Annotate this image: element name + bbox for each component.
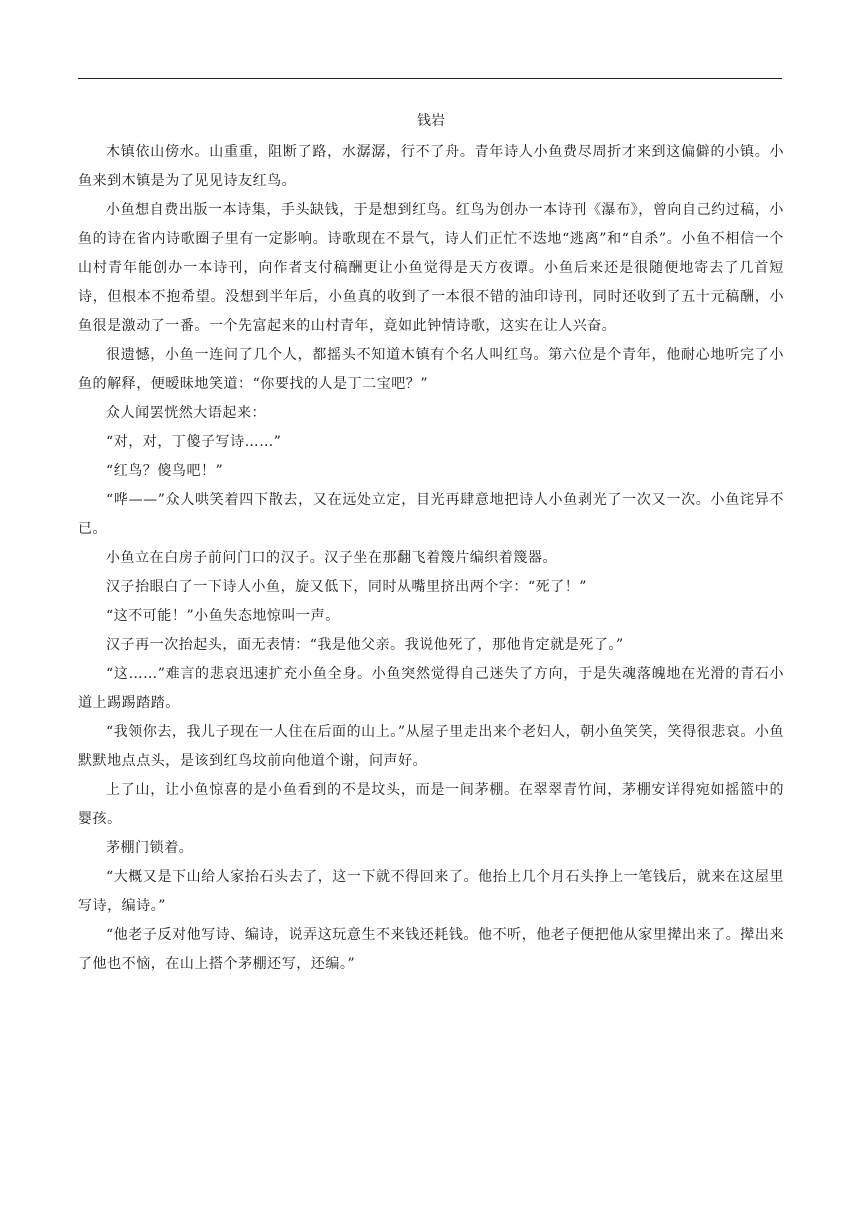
paragraph: 小鱼立在白房子前问门口的汉子。汉子坐在那翻飞着篾片编织着篾器。 [106, 550, 558, 566]
paragraph: 茅棚门锁着。 [106, 840, 194, 856]
paragraph: “对，对，丁傻子写诗……” [106, 434, 282, 450]
paragraph: “哗——”众人哄笑着四下散去，又在远处立定，目光再肆意地把诗人小鱼剥光了一次又一次。小鱼诧异不已。 [78, 492, 784, 537]
paragraph: “大概又是下山给人家抬石头去了，这一下就不得回来了。他抬上几个月石头挣上一笔钱后，就来在这屋里写诗，编诗。” [78, 869, 784, 914]
paragraph: “他老子反对他写诗、编诗，说弄这玩意生不来钱还耗钱。他不听，他老子便把他从家里撵出来了。撵出来了他也不恼，在山上搭个茅棚还写，还编。” [78, 927, 784, 972]
paragraph: 汉子抬眼白了一下诗人小鱼，旋又低下，同时从嘴里挤出两个字：“死了！” [106, 579, 588, 595]
author-name: 钱岩 [417, 113, 445, 129]
paragraph: 众人闻罢恍然大语起来： [106, 405, 267, 421]
paragraph: “我领你去，我儿子现在一人住在后面的山上。”从屋子里走出来个老妇人，朝小鱼笑笑，笑得很悲哀。小鱼默默地点点头，是该到红鸟坟前向他道个谢，问声好。 [78, 724, 784, 769]
paragraph: “这……”难言的悲哀迅速扩充小鱼全身。小鱼突然觉得自己迷失了方向，于是失魂落魄地在光滑的青石小道上踢踢踏踏。 [78, 666, 784, 711]
paragraph: 小鱼想自费出版一本诗集，手头缺钱，于是想到红鸟。红鸟为创办一本诗刊《瀑布》，曾向自己约过稿，小鱼的诗在省内诗歌圈子里有一定影响。诗歌现在不景气，诗人们正忙不迭地“逃离”和“自杀”。小鱼不相信一个山村青年能创办一本诗刊，向作者支付稿酬更让小鱼觉得是天方夜谭。小鱼后来还是很随便地寄去了几首短诗，但根本不抱希望。没想到半年后，小鱼真的收到了一本很不错的油印诗刊，同时还收到了五十元稿酬，小鱼很是激动了一番。一个先富起来的山村青年，竟如此钟情诗歌，这实在让人兴奋。 [78, 202, 784, 334]
paragraph: 上了山，让小鱼惊喜的是小鱼看到的不是坟头，而是一间茅棚。在翠翠青竹间，茅棚安详得宛如摇篮中的婴孩。 [78, 782, 784, 827]
story-body [78, 107, 784, 979]
header-rule [78, 78, 782, 79]
paragraph: 很遗憾，小鱼一连问了几个人，都摇头不知道木镇有个名人叫红鸟。第六位是个青年，他耐心地听完了小鱼的解释，便暧昧地笑道：“你要找的人是丁二宝吧？” [78, 347, 784, 392]
paragraph: “这不可能！”小鱼失态地惊叫一声。 [106, 608, 340, 624]
paragraph: 木镇依山傍水。山重重，阻断了路，水潺潺，行不了舟。青年诗人小鱼费尽周折才来到这偏僻的小镇。小鱼来到木镇是为了见见诗友红鸟。 [78, 144, 784, 189]
paragraph: “红鸟？傻鸟吧！” [106, 463, 224, 479]
paragraph: 汉子再一次抬起头，面无表情：“我是他父亲。我说他死了，那他肯定就是死了。” [106, 637, 624, 653]
